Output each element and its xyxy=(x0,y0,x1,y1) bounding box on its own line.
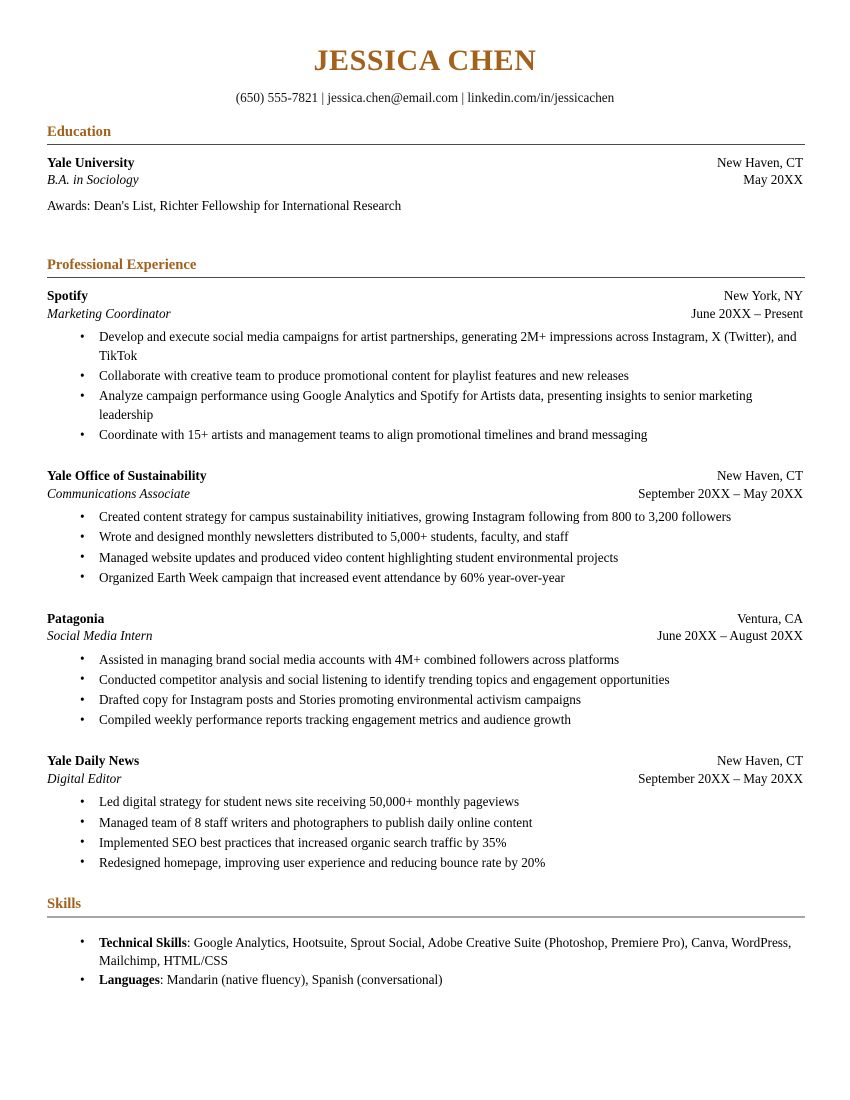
education-location: New Haven, CT xyxy=(716,154,803,170)
experience-entry-line-1 xyxy=(47,287,803,305)
bullet-item: • Develop and execute social media campaigns for artist partnerships, generating 2M+ impressions across Instagram, X (Twitter), and TikTok xyxy=(47,328,803,365)
education-entry xyxy=(47,154,803,216)
experience-org: Patagonia xyxy=(47,610,105,626)
bullet-item: • Analyze campaign performance using Google Analytics and Spotify for Artists data, presenting insights to senior marketing leadership xyxy=(47,387,803,424)
experience-org: Yale Office of Sustainability xyxy=(47,468,207,484)
skills-item-separator: : xyxy=(186,934,194,950)
section-experience xyxy=(47,257,803,872)
section-divider-education xyxy=(47,144,805,145)
education-entry-line-1 xyxy=(47,154,803,171)
experience-entry-line-1 xyxy=(47,467,803,485)
section-title-education: Education xyxy=(47,123,112,140)
experience-dates: June 20XX – Present xyxy=(691,305,803,321)
experience-bullet-list xyxy=(47,651,803,730)
contact-line: (650) 555-7821 | jessica.chen@email.com | linkedin.com/in/jessicachen xyxy=(235,90,615,105)
experience-role: Marketing Coordinator xyxy=(47,305,171,321)
experience-entry xyxy=(47,287,803,445)
experience-bullet-list xyxy=(47,793,803,872)
bullet-item: • Managed website updates and produced video content highlighting student environmental projects xyxy=(47,549,803,568)
experience-bullet-list xyxy=(47,508,803,587)
bullet-item: • Redesigned homepage, improving user experience and reducing bounce rate by 20% xyxy=(47,854,803,873)
skills-item-label: Languages xyxy=(99,972,160,988)
skills-bullet-list xyxy=(47,934,803,991)
section-divider-experience xyxy=(47,277,805,278)
experience-entry xyxy=(47,467,803,588)
experience-entry xyxy=(47,752,803,873)
bullet-item: • Created content strategy for campus sustainability initiatives, growing Instagram following from 800 to 3,200 followers xyxy=(47,508,803,527)
bullet-item: • Led digital strategy for student news site receiving 50,000+ monthly pageviews xyxy=(47,793,803,812)
skills-item xyxy=(47,934,803,971)
experience-entry-line-2 xyxy=(47,627,803,644)
bullet-item: • Assisted in managing brand social media accounts with 4M+ combined followers across platforms xyxy=(47,651,803,670)
skills-item-separator: : xyxy=(159,972,167,988)
skills-item-value: Mandarin (native fluency), Spanish (conversational) xyxy=(166,972,443,988)
bullet-item: • Compiled weekly performance reports tracking engagement metrics and audience growth xyxy=(47,711,803,730)
skills-item-label: Technical Skills xyxy=(99,934,187,950)
section-title-skills: Skills xyxy=(47,895,82,912)
experience-role: Communications Associate xyxy=(47,485,190,501)
education-dates: May 20XX xyxy=(743,172,803,188)
bullet-item: • Drafted copy for Instagram posts and Stories promoting environmental activism campaigns xyxy=(47,691,803,710)
candidate-name: JESSICA CHEN xyxy=(313,44,537,77)
experience-entry-line-2 xyxy=(47,770,803,787)
experience-org: Yale Daily News xyxy=(47,753,140,769)
experience-entry-list xyxy=(47,287,803,873)
bullet-item: • Organized Earth Week campaign that increased event attendance by 60% year-over-year xyxy=(47,569,803,588)
bullet-item: • Managed team of 8 staff writers and photographers to publish daily online content xyxy=(47,814,803,833)
bullet-item: • Wrote and designed monthly newsletters distributed to 5,000+ students, faculty, and staff xyxy=(47,528,803,547)
section-divider-skills xyxy=(47,916,805,918)
experience-entry-line-1 xyxy=(47,752,803,770)
education-school: Yale University xyxy=(47,154,135,170)
education-awards: Awards: Dean's List, Richter Fellowship for International Research xyxy=(47,198,402,214)
skills-item xyxy=(47,971,803,990)
section-education xyxy=(47,124,803,215)
resume-header xyxy=(47,0,803,106)
experience-dates: September 20XX – May 20XX xyxy=(638,770,803,786)
experience-entry xyxy=(47,610,803,731)
experience-role: Digital Editor xyxy=(47,770,122,786)
experience-location: New Haven, CT xyxy=(716,753,803,769)
experience-entry-line-2 xyxy=(47,485,803,502)
experience-org: Spotify xyxy=(47,288,88,304)
bullet-item: • Conducted competitor analysis and social listening to identify trending topics and engagement opportunities xyxy=(47,671,803,690)
experience-bullet-list xyxy=(47,328,803,445)
experience-role: Social Media Intern xyxy=(47,628,153,644)
section-skills xyxy=(47,896,803,990)
section-title-experience: Professional Experience xyxy=(47,257,197,274)
skills-item-value: Google Analytics, Hootsuite, Sprout Social, Adobe Creative Suite (Photoshop, Premiere Pro), Canva, WordPress, Mailchimp, HTML/CSS xyxy=(99,934,792,969)
bullet-item: • Implemented SEO best practices that increased organic search traffic by 35% xyxy=(47,834,803,853)
experience-dates: June 20XX – August 20XX xyxy=(657,628,803,644)
education-entry-line-2 xyxy=(47,171,803,188)
experience-dates: September 20XX – May 20XX xyxy=(638,485,803,501)
experience-location: Ventura, CA xyxy=(737,610,803,626)
experience-entry-line-2 xyxy=(47,305,803,322)
experience-entry-line-1 xyxy=(47,610,803,628)
education-degree: B.A. in Sociology xyxy=(47,172,139,188)
experience-location: New York, NY xyxy=(723,288,803,304)
bullet-item: • Coordinate with 15+ artists and management teams to align promotional timelines and brand messaging xyxy=(47,426,803,445)
experience-location: New Haven, CT xyxy=(716,468,803,484)
bullet-item: • Collaborate with creative team to produce promotional content for playlist features and new releases xyxy=(47,367,803,386)
